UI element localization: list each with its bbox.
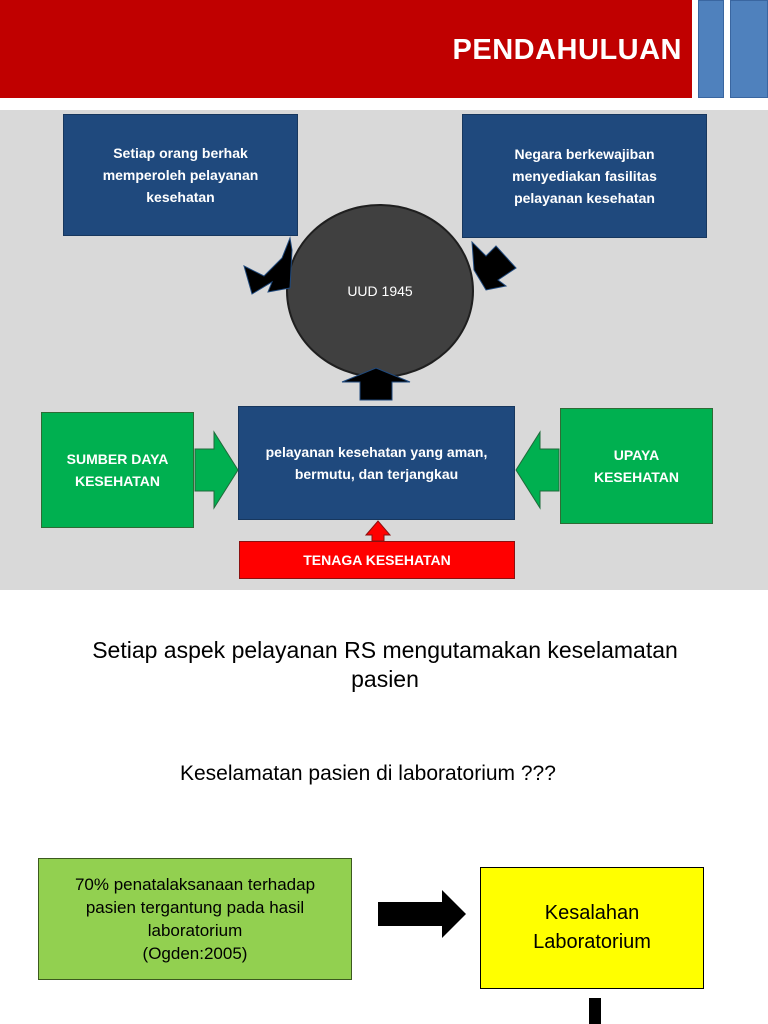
uud-1945-label: UUD 1945 (347, 283, 413, 299)
health-efforts-box: UPAYA KESEHATAN (560, 408, 713, 524)
health-resources-box: SUMBER DAYA KESEHATAN (41, 412, 194, 528)
state-obligation-box: Negara berkewajiban menyediakan fasilitas pelayanan kesehatan (462, 114, 707, 238)
arrow-right-black-icon (378, 890, 466, 938)
header-bar (0, 0, 692, 98)
question-text: Keselamatan pasien di laboratorium ??? (180, 762, 556, 785)
stat-box: 70% penatalaksanaan terhadap pasien tergantung pada hasil laboratorium (Ogden:2005) (38, 858, 352, 980)
decorative-bar-1 (698, 0, 724, 98)
uud-1945-circle (286, 204, 474, 378)
health-service-box: pelayanan kesehatan yang aman, bermutu, dan terjangkau (238, 406, 515, 520)
decorative-bar-2 (730, 0, 768, 98)
lab-error-box: Kesalahan Laboratorium (480, 867, 704, 989)
arrow-down-black-stem-icon (589, 998, 601, 1024)
health-workers-box: TENAGA KESEHATAN (239, 541, 515, 579)
statement-text: Setiap aspek pelayanan RS mengutamakan keselamatan pasien (92, 637, 678, 692)
right-to-health-box: Setiap orang berhak memperoleh pelayanan kesehatan (63, 114, 298, 236)
page-title: PENDAHULUAN (452, 34, 682, 66)
